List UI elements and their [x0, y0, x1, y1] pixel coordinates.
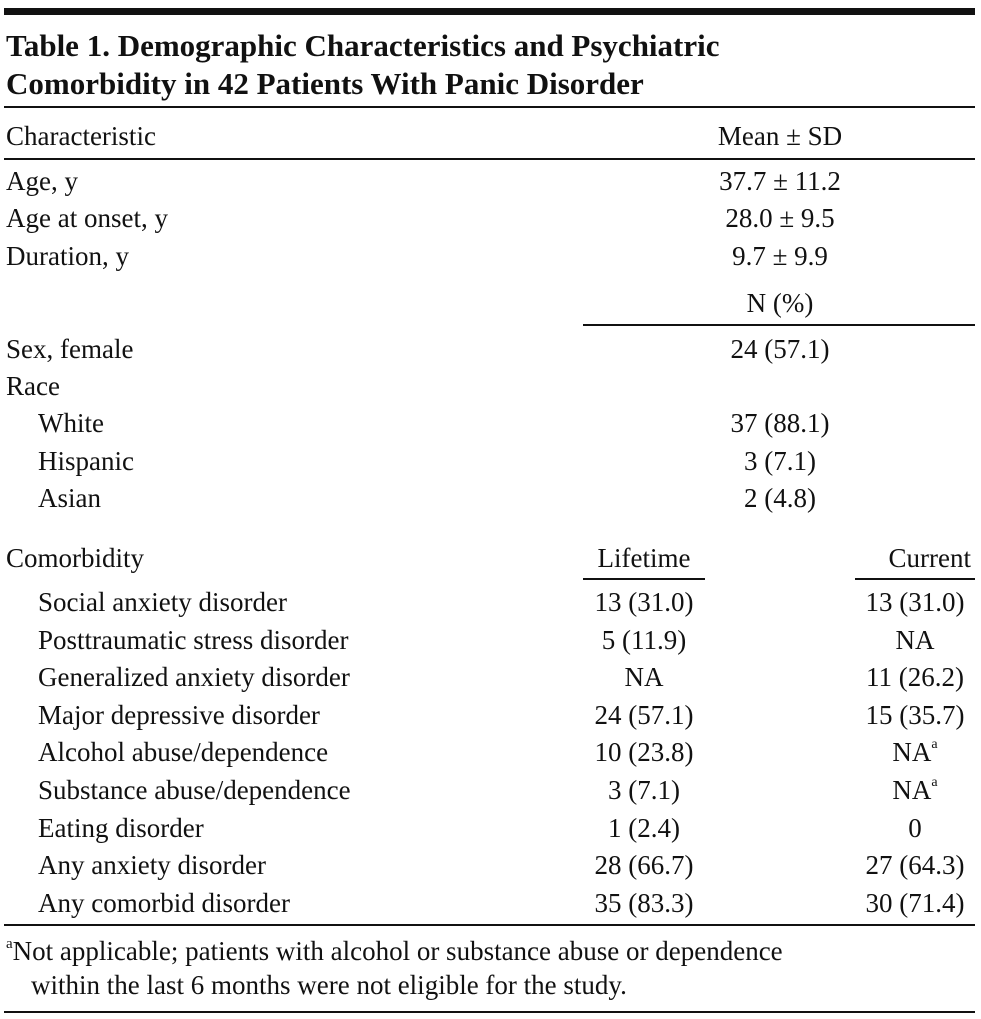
sex-value: 24 (57.1)	[730, 334, 830, 364]
comorbidity-lifetime: 28 (66.7)	[594, 850, 694, 880]
comorbidity-label: Posttraumatic stress disorder	[38, 625, 349, 655]
comorbidity-current-value: 27 (64.3)	[865, 850, 965, 880]
race-item-value: 37 (88.1)	[730, 408, 830, 438]
footnote	[6, 934, 971, 1002]
top-rule	[4, 8, 975, 15]
comorbidity-current	[840, 699, 981, 731]
comorbidity-lifetime: 13 (31.0)	[594, 587, 694, 617]
race-label: Race	[6, 371, 60, 401]
bottom-rule	[4, 1011, 975, 1013]
comorbidity-lifetime: 5 (11.9)	[601, 625, 687, 655]
footnote-line-1: Not applicable; patients with alcohol or substance abuse or dependence	[12, 936, 783, 966]
comorbidity-lifetime: NA	[624, 662, 664, 692]
demographic-value: 37.7 ± 11.2	[719, 166, 841, 196]
title-line-1: Table 1. Demographic Characteristics and Psychiatric	[6, 28, 720, 63]
comorbidity-current-value: 13 (31.0)	[865, 587, 965, 617]
current-underline	[855, 578, 975, 580]
comorbidity-current-value: 15 (35.7)	[865, 700, 965, 730]
comorbidity-label: Major depressive disorder	[38, 700, 320, 730]
comorbidity-current	[840, 661, 981, 693]
comorbidity-current-value: NA	[895, 625, 935, 655]
demographic-value: 28.0 ± 9.5	[725, 203, 835, 233]
table-title	[6, 27, 971, 103]
demographic-label: Duration, y	[6, 241, 129, 271]
comorbidity-lifetime: 1 (2.4)	[608, 813, 680, 843]
comorbidity-current-value: NA	[892, 737, 932, 767]
header-underline	[4, 158, 975, 160]
footnote-line-2: within the last 6 months were not eligible for the study.	[31, 970, 627, 1000]
comorbidity-label: Alcohol abuse/dependence	[38, 737, 329, 767]
table-bottom-rule	[4, 924, 975, 926]
comorbidity-current	[840, 624, 981, 656]
comorbidity-current	[840, 774, 981, 806]
comorbidity-current	[840, 586, 981, 618]
demographic-label: Age, y	[6, 166, 78, 196]
comorbidity-lifetime: 24 (57.1)	[594, 700, 694, 730]
header-lifetime: Lifetime	[597, 543, 691, 573]
comorbidity-current-value: 30 (71.4)	[865, 888, 965, 918]
header-n-pct: N (%)	[746, 288, 814, 318]
sex-label: Sex, female	[6, 334, 134, 364]
header-mean-sd: Mean ± SD	[717, 121, 843, 151]
title-underline	[4, 106, 975, 108]
header-comorbidity: Comorbidity	[6, 543, 145, 573]
demographic-label: Age at onset, y	[6, 203, 168, 233]
footnote-marker-ref: a	[931, 775, 938, 790]
comorbidity-label: Eating disorder	[38, 813, 204, 843]
demographic-value: 9.7 ± 9.9	[732, 241, 828, 271]
comorbidity-current-value: NA	[892, 775, 932, 805]
comorbidity-lifetime: 35 (83.3)	[594, 888, 694, 918]
comorbidity-label: Any comorbid disorder	[38, 888, 290, 918]
comorbidity-label: Generalized anxiety disorder	[38, 662, 350, 692]
comorbidity-label: Any anxiety disorder	[38, 850, 266, 880]
comorbidity-lifetime: 3 (7.1)	[608, 775, 680, 805]
comorbidity-current	[840, 849, 981, 881]
race-item-label: Asian	[38, 483, 101, 513]
comorbidity-current	[840, 736, 981, 768]
lifetime-underline	[583, 578, 705, 580]
race-item-label: White	[38, 408, 104, 438]
comorbidity-current-value: 0	[908, 813, 922, 843]
comorbidity-lifetime: 10 (23.8)	[594, 737, 694, 767]
race-item-value: 3 (7.1)	[744, 446, 816, 476]
comorbidity-label: Social anxiety disorder	[38, 587, 287, 617]
comorbidity-current-value: 11 (26.2)	[866, 662, 964, 692]
comorbidity-current	[840, 887, 981, 919]
footnote-marker-ref: a	[931, 737, 938, 752]
header-characteristic: Characteristic	[6, 121, 156, 151]
title-line-2: Comorbidity in 42 Patients With Panic Disorder	[6, 66, 644, 101]
comorbidity-current	[840, 812, 981, 844]
race-item-value: 2 (4.8)	[744, 483, 816, 513]
race-item-label: Hispanic	[38, 446, 134, 476]
footnote-marker: a	[6, 936, 13, 952]
n-pct-underline	[583, 324, 975, 326]
header-current: Current	[888, 543, 971, 573]
comorbidity-label: Substance abuse/dependence	[38, 775, 351, 805]
